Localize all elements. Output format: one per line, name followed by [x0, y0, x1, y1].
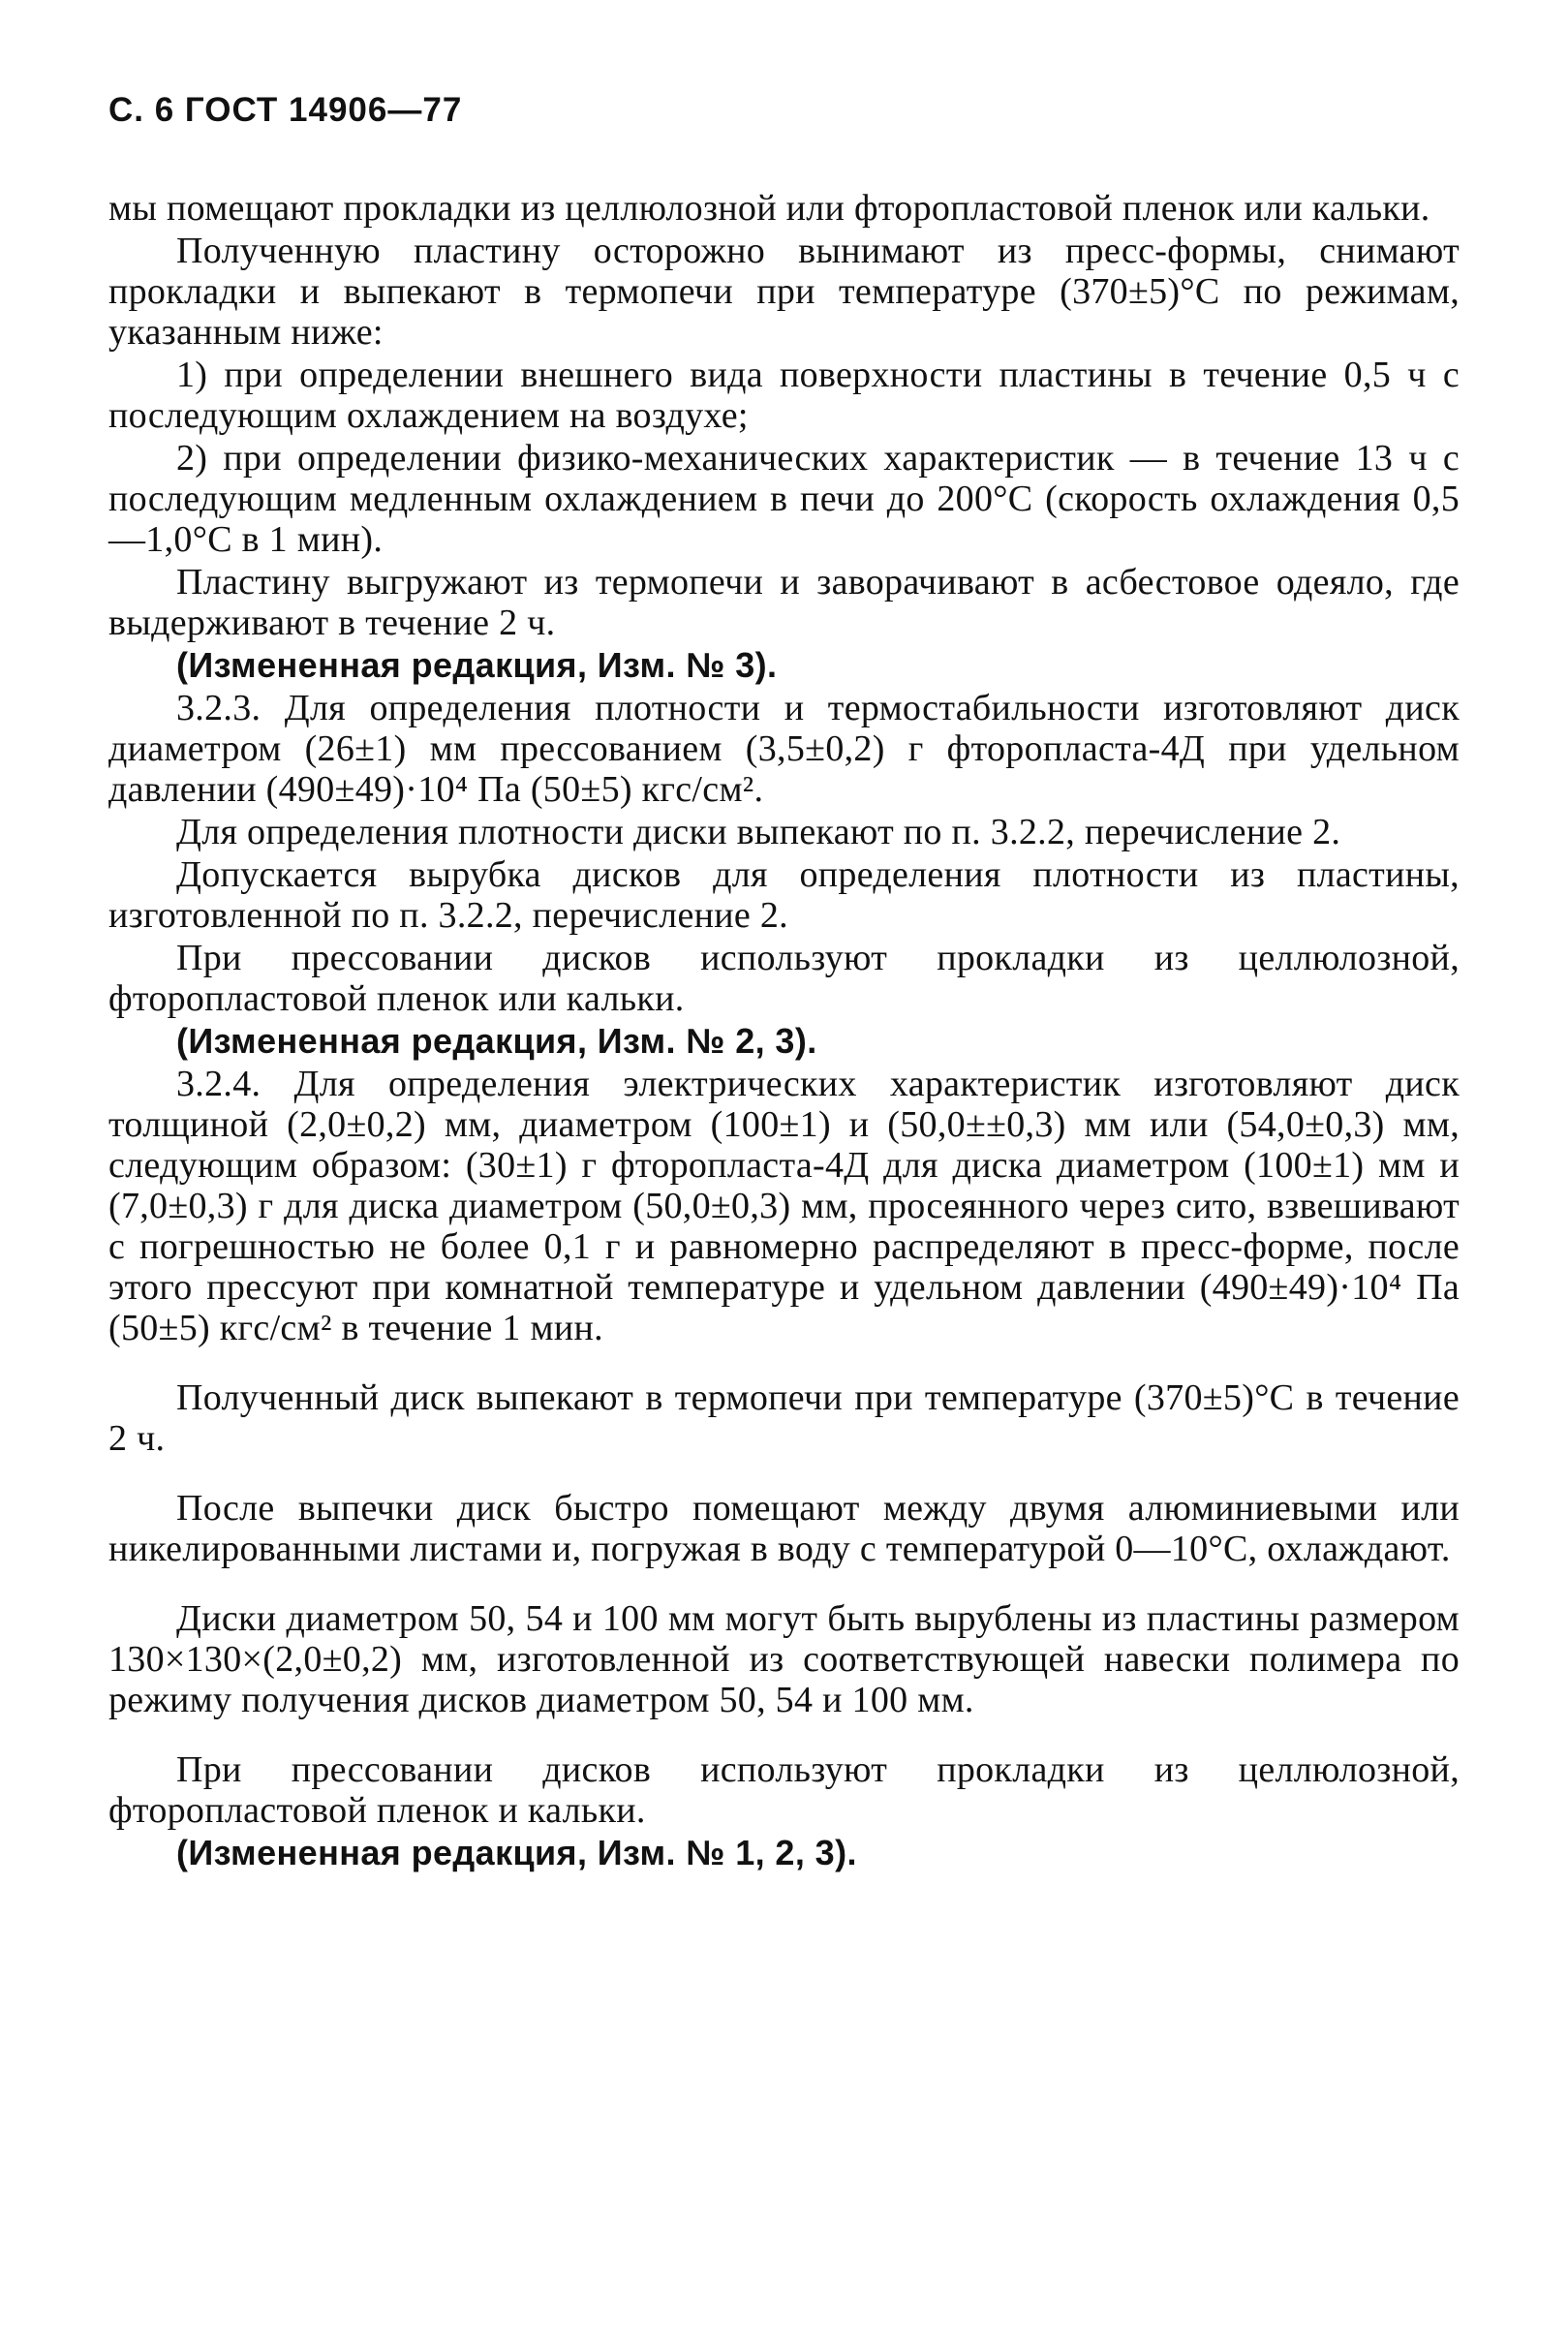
paragraph: Полученный диск выпекают в термопечи при температуре (370±5)°С в течение 2 ч. — [108, 1377, 1460, 1459]
paragraph: Допускается вырубка дисков для определения плотности из пластины, изготовленной по п. 3.2.2, перечисление 2. — [108, 854, 1460, 936]
paragraph: мы помещают прокладки из целлюлозной или фторопластовой пленок или кальки. — [108, 188, 1430, 229]
document-body — [108, 188, 1460, 1873]
paragraph: Диски диаметром 50, 54 и 100 мм могут быть вырублены из пластины размером 130×130×(2,0±0,2) мм, изготовленной из соответствующей навески полимера по режиму получения дисков диаметром 50, 54 и 100 мм. — [108, 1598, 1460, 1720]
amendment-note: (Измененная редакция, Изм. № 1, 2, 3). — [176, 1833, 857, 1872]
page-header: С. 6 ГОСТ 14906—77 — [108, 91, 463, 129]
paragraph: Полученную пластину осторожно вынимают из пресс-формы, снимают прокладки и выпекают в термопечи при температуре (370±5)°С по режимам, указанным ниже: — [108, 231, 1460, 353]
list-item: 1) при определении внешнего вида поверхности пластины в течение 0,5 ч с последующим охлаждением на воздухе; — [108, 355, 1460, 436]
paragraph: При прессовании дисков используют прокладки из целлюлозной, фторопластовой пленок или кальки. — [108, 938, 1460, 1019]
amendment-note: (Измененная редакция, Изм. № 2, 3). — [176, 1021, 817, 1061]
document-page — [108, 89, 1460, 1875]
list-item: 2) при определении физико-механических характеристик — в течение 13 ч с последующим медленным охлаждением в печи до 200°С (скорость охлаждения 0,5—1,0°С в 1 мин). — [108, 438, 1460, 560]
clause-3-2-4: 3.2.4. Для определения электрических характеристик изготовляют диск толщиной (2,0±0,2) мм, диаметром (100±1) и (50,0±±0,3) мм или (54,0±0,3) мм, следующим образом: (30±1) г фторопласта-4Д для диска диаметром (100±1) мм и (7,0±0,3) г для диска диаметром (50,0±0,3) мм, просеянного через сито, взвешивают с погрешностью не более 0,1 г и равномерно распределяют в пресс-форме, после этого прессуют при комнатной температуре и удельном давлении (490±49)·10⁴ Па (50±5) кгс/см² в течение 1 мин. — [108, 1064, 1460, 1348]
amendment-note: (Измененная редакция, Изм. № 3). — [176, 645, 778, 685]
paragraph: При прессовании дисков используют прокладки из целлюлозной, фторопластовой пленок и кальки. — [108, 1749, 1460, 1831]
paragraph: Для определения плотности диски выпекают по п. 3.2.2, перечисление 2. — [176, 812, 1341, 852]
clause-3-2-3: 3.2.3. Для определения плотности и термостабильности изготовляют диск диаметром (26±1) мм прессованием (3,5±0,2) г фторопласта-4Д при удельном давлении (490±49)·10⁴ Па (50±5) кгс/см². — [108, 688, 1460, 810]
paragraph: Пластину выгружают из термопечи и заворачивают в асбестовое одеяло, где выдерживают в течение 2 ч. — [108, 562, 1460, 643]
paragraph: После выпечки диск быстро помещают между двумя алюминиевыми или никелированными листами и, погружая в воду с температурой 0—10°С, охлаждают. — [108, 1488, 1460, 1569]
